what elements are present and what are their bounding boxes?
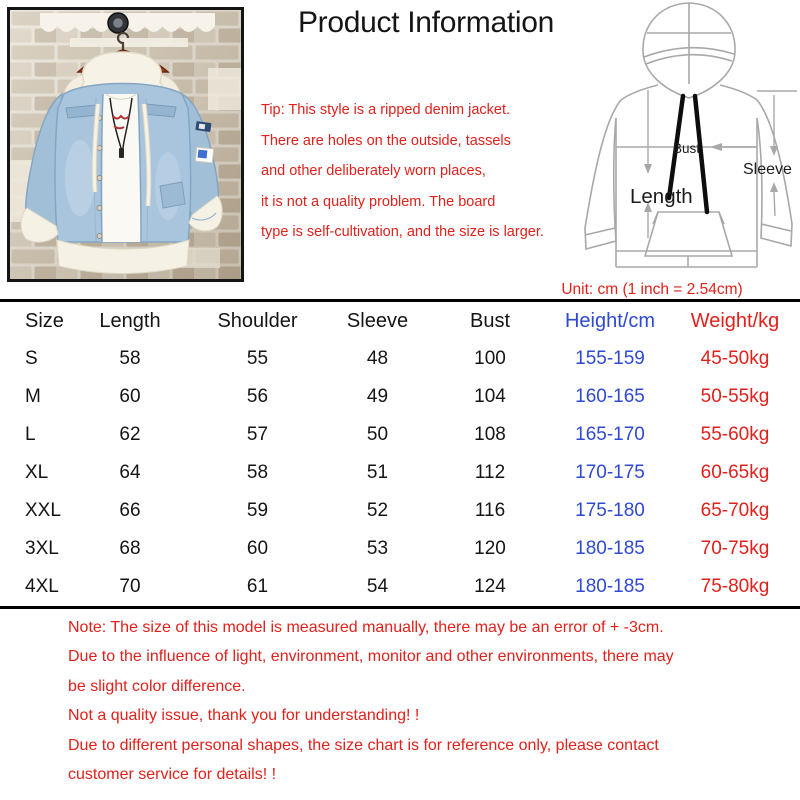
- page-title: Product Information: [297, 6, 555, 39]
- unit-note: Unit: cm (1 inch = 2.54cm): [561, 281, 743, 298]
- table-cell: 108: [474, 424, 506, 445]
- table-cell: 3XL: [25, 538, 59, 559]
- note-line: Not a quality issue, thank you for understanding! !: [68, 707, 420, 725]
- product-photo: [7, 7, 244, 282]
- table-cell: 120: [474, 538, 506, 559]
- table-cell: 112: [474, 462, 506, 483]
- wall-clock-knob: [108, 13, 128, 33]
- table-cell: 100: [474, 348, 506, 369]
- size-chart-table: [0, 299, 800, 609]
- column-header-bust: Bust: [469, 309, 511, 332]
- tip-text: [261, 95, 544, 248]
- note-text: [68, 613, 674, 789]
- table-header-row: [0, 301, 800, 341]
- column-header-size: Size: [25, 309, 64, 332]
- tip-line: There are holes on the outside, tassels: [261, 132, 511, 149]
- table-cell: 61: [246, 576, 269, 597]
- size-table-body: [0, 340, 800, 608]
- table-cell: 65-70kg: [700, 500, 770, 521]
- note-line: Due to the influence of light, environment, monitor and other environments, there may: [68, 648, 674, 666]
- table-row: [0, 530, 800, 568]
- table-cell: 51: [366, 462, 389, 483]
- table-cell: 57: [246, 424, 269, 445]
- table-row: [0, 568, 800, 608]
- table-cell: 70: [119, 576, 141, 597]
- bust-label: Bust: [673, 141, 701, 156]
- column-header-weight: Weight/kg: [690, 309, 780, 332]
- table-cell: 49: [366, 386, 389, 407]
- table-cell: 175-180: [575, 500, 645, 521]
- table-cell: 50-55kg: [700, 386, 770, 407]
- table-cell: 59: [246, 500, 269, 521]
- table-row: [0, 378, 800, 416]
- table-row: [0, 454, 800, 492]
- table-cell: 58: [119, 348, 141, 369]
- sleeve-label: Sleeve: [743, 161, 792, 178]
- table-cell: 180-185: [575, 538, 645, 559]
- table-cell: 66: [119, 500, 141, 521]
- tip-line: type is self-cultivation, and the size is larger.: [261, 224, 544, 241]
- table-cell: XL: [25, 462, 49, 483]
- table-cell: 75-80kg: [700, 576, 770, 597]
- table-cell: 55: [246, 348, 269, 369]
- note-line: customer service for details! !: [68, 766, 277, 784]
- table-cell: 170-175: [575, 462, 645, 483]
- table-cell: 68: [119, 538, 141, 559]
- hoodie-measurement-diagram: [552, 0, 800, 278]
- hoodie-outline: [585, 3, 792, 267]
- table-row: [0, 340, 800, 378]
- table-cell: 48: [366, 348, 389, 369]
- table-cell: 53: [366, 538, 389, 559]
- table-cell: L: [25, 424, 36, 445]
- table-cell: 54: [366, 576, 389, 597]
- table-cell: 60: [246, 538, 269, 559]
- table-row: [0, 492, 800, 530]
- length-label: Length: [630, 185, 693, 208]
- column-header-length: Length: [99, 309, 161, 332]
- table-cell: 104: [474, 386, 506, 407]
- table-cell: 124: [474, 576, 506, 597]
- table-cell: 56: [246, 386, 269, 407]
- table-cell: 116: [474, 500, 506, 521]
- table-cell: 58: [246, 462, 269, 483]
- table-cell: 165-170: [575, 424, 645, 445]
- note-line: Note: The size of this model is measured manually, there may be an error of + -3cm.: [68, 619, 664, 636]
- tip-line: and other deliberately worn places,: [261, 163, 486, 180]
- table-cell: 55-60kg: [700, 424, 770, 445]
- table-cell: 50: [366, 424, 389, 445]
- table-cell: 62: [119, 424, 141, 445]
- table-cell: 4XL: [25, 576, 59, 597]
- table-cell: 60-65kg: [700, 462, 770, 483]
- table-cell: M: [25, 386, 41, 407]
- tip-line: it is not a quality problem. The board: [261, 193, 496, 210]
- table-cell: 52: [366, 500, 389, 521]
- table-cell: 64: [119, 462, 141, 483]
- table-cell: 155-159: [575, 348, 645, 369]
- column-header-shoulder: Shoulder: [217, 309, 298, 332]
- table-cell: 180-185: [575, 576, 645, 597]
- table-cell: XXL: [25, 500, 61, 521]
- tip-line: Tip: This style is a ripped denim jacket.: [261, 102, 511, 118]
- table-cell: 45-50kg: [700, 348, 770, 369]
- table-cell: 60: [119, 386, 141, 407]
- note-line: be slight color difference.: [68, 677, 246, 695]
- column-header-height: Height/cm: [564, 309, 656, 332]
- table-cell: S: [25, 348, 38, 369]
- table-row: [0, 416, 800, 454]
- column-header-sleeve: Sleeve: [346, 309, 409, 332]
- table-cell: 70-75kg: [700, 538, 770, 559]
- product-photo-illustration: [10, 10, 241, 279]
- note-line: Due to different personal shapes, the size chart is for reference only, please contact: [68, 736, 659, 754]
- table-cell: 160-165: [575, 386, 645, 407]
